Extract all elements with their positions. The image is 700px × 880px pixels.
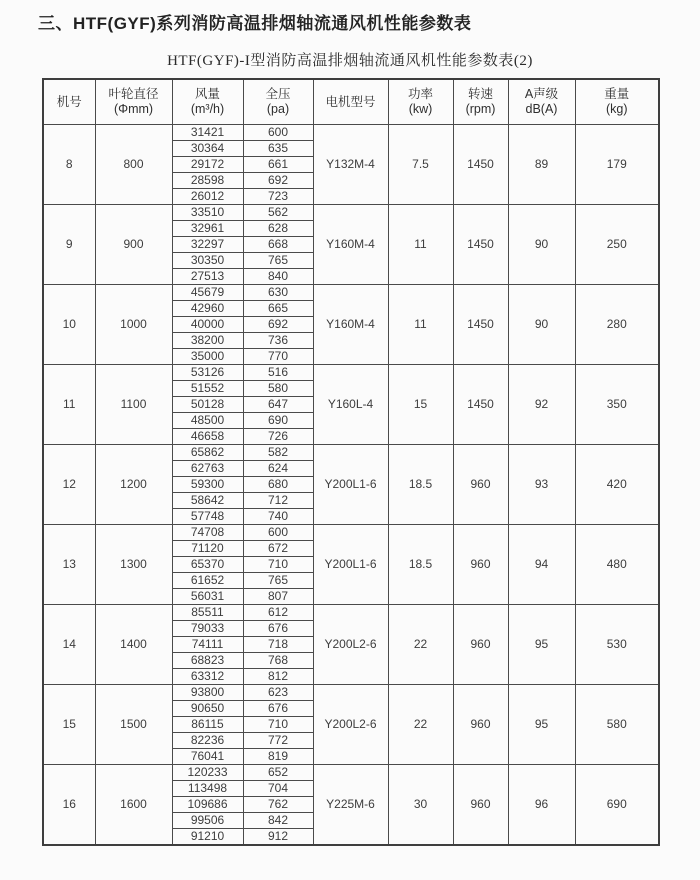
table-row (43, 764, 659, 780)
cell-impeller-diameter: 1300 (95, 524, 172, 604)
cell-total-pressure: 680 (243, 476, 313, 492)
cell-power: 30 (388, 764, 453, 845)
cell-air-flow: 53126 (172, 364, 243, 380)
cell-model-no: 11 (43, 364, 95, 444)
cell-air-flow: 71120 (172, 540, 243, 556)
cell-total-pressure: 710 (243, 716, 313, 732)
cell-total-pressure: 712 (243, 492, 313, 508)
col-header-label: 全压 (265, 87, 291, 102)
cell-model-no: 12 (43, 444, 95, 524)
cell-speed: 960 (453, 684, 508, 764)
cell-air-flow: 120233 (172, 764, 243, 780)
cell-power: 22 (388, 684, 453, 764)
col-header-power (388, 79, 453, 124)
cell-total-pressure: 704 (243, 780, 313, 796)
cell-total-pressure: 668 (243, 236, 313, 252)
cell-total-pressure: 690 (243, 412, 313, 428)
cell-model-no: 15 (43, 684, 95, 764)
table-subtitle: HTF(GYF)-I型消防高温排烟轴流通风机性能参数表(2) (167, 53, 533, 69)
table-row (43, 284, 659, 300)
cell-air-flow: 28598 (172, 172, 243, 188)
cell-air-flow: 29172 (172, 156, 243, 172)
col-header-noise-level (508, 79, 575, 124)
cell-air-flow: 42960 (172, 300, 243, 316)
cell-total-pressure: 580 (243, 380, 313, 396)
cell-power: 18.5 (388, 524, 453, 604)
cell-air-flow: 32297 (172, 236, 243, 252)
cell-speed: 960 (453, 764, 508, 845)
cell-power: 15 (388, 364, 453, 444)
cell-motor-model: Y200L1-6 (313, 444, 388, 524)
cell-air-flow: 30350 (172, 252, 243, 268)
cell-weight: 480 (575, 524, 659, 604)
cell-noise-level: 93 (508, 444, 575, 524)
cell-air-flow: 48500 (172, 412, 243, 428)
cell-total-pressure: 623 (243, 684, 313, 700)
cell-air-flow: 26012 (172, 188, 243, 204)
cell-air-flow: 90650 (172, 700, 243, 716)
cell-total-pressure: 819 (243, 748, 313, 764)
col-header-unit: (kg) (605, 102, 628, 117)
cell-impeller-diameter: 1100 (95, 364, 172, 444)
cell-total-pressure: 762 (243, 796, 313, 812)
cell-impeller-diameter: 900 (95, 204, 172, 284)
cell-air-flow: 31421 (172, 124, 243, 140)
cell-motor-model: Y200L2-6 (313, 604, 388, 684)
cell-air-flow: 79033 (172, 620, 243, 636)
cell-total-pressure: 652 (243, 764, 313, 780)
cell-total-pressure: 765 (243, 252, 313, 268)
col-header-unit: dB(A) (525, 102, 558, 117)
cell-model-no: 9 (43, 204, 95, 284)
cell-total-pressure: 612 (243, 604, 313, 620)
col-header-speed (453, 79, 508, 124)
cell-air-flow: 63312 (172, 668, 243, 684)
cell-air-flow: 74111 (172, 636, 243, 652)
cell-power: 18.5 (388, 444, 453, 524)
cell-air-flow: 65370 (172, 556, 243, 572)
cell-air-flow: 65862 (172, 444, 243, 460)
col-header-model-no (43, 79, 95, 124)
cell-total-pressure: 772 (243, 732, 313, 748)
cell-speed: 1450 (453, 284, 508, 364)
table-row (43, 684, 659, 700)
cell-total-pressure: 692 (243, 172, 313, 188)
col-header-label: 功率 (407, 87, 433, 102)
cell-impeller-diameter: 1600 (95, 764, 172, 845)
cell-weight: 250 (575, 204, 659, 284)
cell-total-pressure: 723 (243, 188, 313, 204)
cell-total-pressure: 768 (243, 652, 313, 668)
cell-weight: 350 (575, 364, 659, 444)
cell-noise-level: 92 (508, 364, 575, 444)
col-header-label: 重量 (604, 87, 630, 102)
cell-speed: 960 (453, 524, 508, 604)
cell-total-pressure: 624 (243, 460, 313, 476)
cell-model-no: 13 (43, 524, 95, 604)
cell-total-pressure: 582 (243, 444, 313, 460)
cell-power: 22 (388, 604, 453, 684)
cell-noise-level: 95 (508, 604, 575, 684)
col-header-motor-model (313, 79, 388, 124)
cell-air-flow: 62763 (172, 460, 243, 476)
table-body (43, 124, 659, 845)
table-row (43, 204, 659, 220)
table-row (43, 524, 659, 540)
cell-total-pressure: 661 (243, 156, 313, 172)
cell-speed: 1450 (453, 364, 508, 444)
page-title: 三、HTF(GYF)系列消防高温排烟轴流通风机性能参数表 (38, 14, 472, 33)
col-header-unit: (kw) (408, 102, 433, 117)
cell-air-flow: 91210 (172, 828, 243, 845)
cell-impeller-diameter: 1200 (95, 444, 172, 524)
cell-noise-level: 89 (508, 124, 575, 204)
cell-noise-level: 96 (508, 764, 575, 845)
cell-impeller-diameter: 1000 (95, 284, 172, 364)
cell-noise-level: 90 (508, 284, 575, 364)
cell-total-pressure: 812 (243, 668, 313, 684)
cell-total-pressure: 647 (243, 396, 313, 412)
cell-weight: 690 (575, 764, 659, 845)
cell-air-flow: 45679 (172, 284, 243, 300)
cell-air-flow: 46658 (172, 428, 243, 444)
cell-total-pressure: 840 (243, 268, 313, 284)
cell-total-pressure: 516 (243, 364, 313, 380)
cell-air-flow: 58642 (172, 492, 243, 508)
cell-impeller-diameter: 1500 (95, 684, 172, 764)
cell-motor-model: Y160L-4 (313, 364, 388, 444)
col-header-air-flow (172, 79, 243, 124)
cell-total-pressure: 672 (243, 540, 313, 556)
cell-air-flow: 33510 (172, 204, 243, 220)
cell-total-pressure: 600 (243, 524, 313, 540)
cell-total-pressure: 807 (243, 588, 313, 604)
col-header-label: 电机型号 (325, 94, 376, 109)
table-row (43, 124, 659, 140)
cell-air-flow: 86115 (172, 716, 243, 732)
cell-motor-model: Y132M-4 (313, 124, 388, 204)
cell-air-flow: 109686 (172, 796, 243, 812)
cell-air-flow: 32961 (172, 220, 243, 236)
cell-total-pressure: 676 (243, 700, 313, 716)
cell-total-pressure: 630 (243, 284, 313, 300)
cell-total-pressure: 765 (243, 572, 313, 588)
cell-total-pressure: 676 (243, 620, 313, 636)
cell-impeller-diameter: 1400 (95, 604, 172, 684)
cell-total-pressure: 635 (243, 140, 313, 156)
fan-parameters-table (42, 78, 660, 846)
col-header-weight (575, 79, 659, 124)
cell-air-flow: 51552 (172, 380, 243, 396)
table-header-row (43, 79, 659, 124)
col-header-total-pressure (243, 79, 313, 124)
cell-air-flow: 30364 (172, 140, 243, 156)
col-header-unit: (m³/h) (190, 102, 225, 117)
cell-air-flow: 113498 (172, 780, 243, 796)
cell-weight: 179 (575, 124, 659, 204)
table-row (43, 444, 659, 460)
table-row (43, 604, 659, 620)
cell-motor-model: Y160M-4 (313, 284, 388, 364)
cell-air-flow: 99506 (172, 812, 243, 828)
cell-total-pressure: 770 (243, 348, 313, 364)
cell-model-no: 14 (43, 604, 95, 684)
cell-air-flow: 27513 (172, 268, 243, 284)
cell-power: 11 (388, 204, 453, 284)
cell-total-pressure: 665 (243, 300, 313, 316)
cell-total-pressure: 562 (243, 204, 313, 220)
cell-motor-model: Y200L1-6 (313, 524, 388, 604)
cell-model-no: 16 (43, 764, 95, 845)
cell-total-pressure: 718 (243, 636, 313, 652)
cell-air-flow: 74708 (172, 524, 243, 540)
cell-motor-model: Y160M-4 (313, 204, 388, 284)
cell-total-pressure: 736 (243, 332, 313, 348)
cell-motor-model: Y200L2-6 (313, 684, 388, 764)
cell-model-no: 8 (43, 124, 95, 204)
cell-speed: 1450 (453, 124, 508, 204)
cell-weight: 530 (575, 604, 659, 684)
cell-total-pressure: 726 (243, 428, 313, 444)
cell-air-flow: 50128 (172, 396, 243, 412)
cell-air-flow: 82236 (172, 732, 243, 748)
cell-air-flow: 38200 (172, 332, 243, 348)
col-header-unit: (rpm) (465, 102, 496, 117)
table-row (43, 364, 659, 380)
cell-total-pressure: 710 (243, 556, 313, 572)
col-header-label: 机号 (56, 94, 82, 109)
cell-speed: 960 (453, 604, 508, 684)
col-header-impeller-diameter (95, 79, 172, 124)
cell-speed: 1450 (453, 204, 508, 284)
cell-motor-model: Y225M-6 (313, 764, 388, 845)
cell-air-flow: 59300 (172, 476, 243, 492)
cell-power: 11 (388, 284, 453, 364)
col-header-label: A声级 (524, 87, 559, 102)
cell-speed: 960 (453, 444, 508, 524)
cell-air-flow: 61652 (172, 572, 243, 588)
col-header-unit: (Φmm) (113, 102, 154, 117)
cell-total-pressure: 912 (243, 828, 313, 845)
cell-model-no: 10 (43, 284, 95, 364)
cell-total-pressure: 842 (243, 812, 313, 828)
cell-air-flow: 68823 (172, 652, 243, 668)
col-header-label: 风量 (194, 87, 220, 102)
cell-air-flow: 35000 (172, 348, 243, 364)
cell-air-flow: 76041 (172, 748, 243, 764)
cell-power: 7.5 (388, 124, 453, 204)
cell-air-flow: 56031 (172, 588, 243, 604)
cell-total-pressure: 600 (243, 124, 313, 140)
cell-air-flow: 85511 (172, 604, 243, 620)
cell-total-pressure: 692 (243, 316, 313, 332)
cell-total-pressure: 740 (243, 508, 313, 524)
cell-air-flow: 40000 (172, 316, 243, 332)
cell-weight: 580 (575, 684, 659, 764)
cell-total-pressure: 628 (243, 220, 313, 236)
cell-impeller-diameter: 800 (95, 124, 172, 204)
cell-noise-level: 90 (508, 204, 575, 284)
col-header-unit: (pa) (266, 102, 290, 117)
cell-weight: 280 (575, 284, 659, 364)
cell-noise-level: 95 (508, 684, 575, 764)
cell-air-flow: 57748 (172, 508, 243, 524)
col-header-label: 转速 (467, 87, 493, 102)
cell-weight: 420 (575, 444, 659, 524)
cell-air-flow: 93800 (172, 684, 243, 700)
col-header-label: 叶轮直径 (108, 87, 159, 102)
cell-noise-level: 94 (508, 524, 575, 604)
